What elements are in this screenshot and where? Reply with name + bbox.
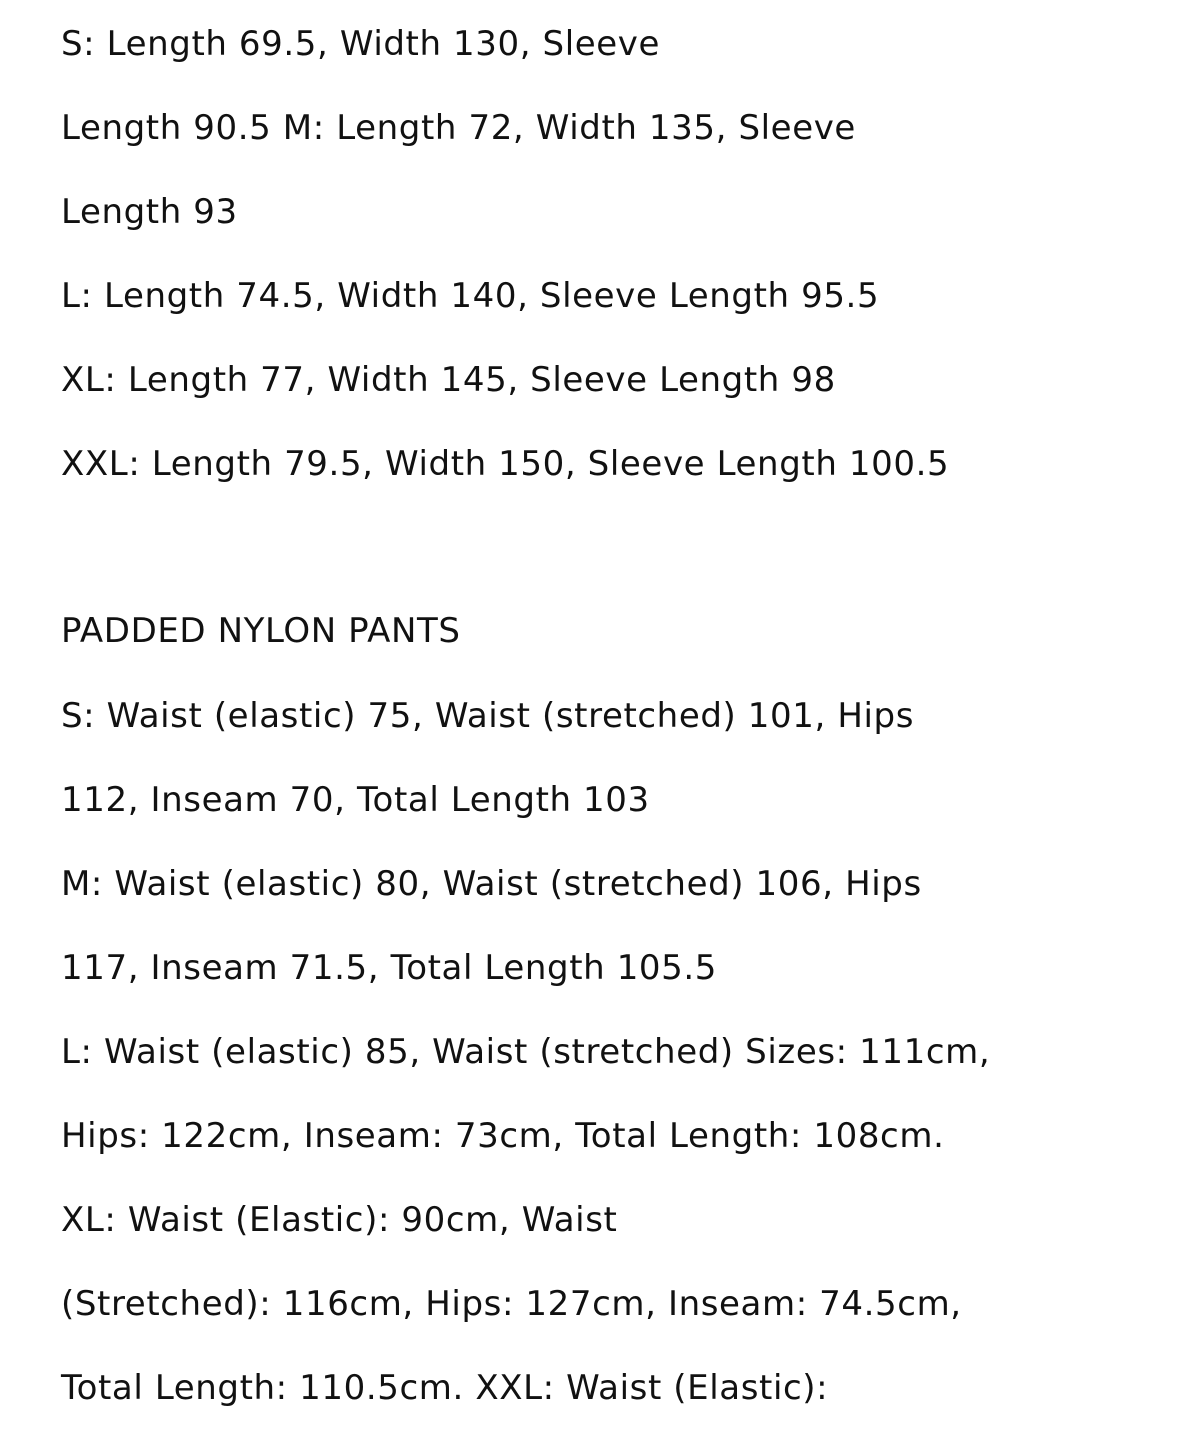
pants-size-xxl-line: Total Length: 110.5cm. XXL: Waist (Elastic): <box>61 1368 829 1408</box>
jacket-size-s-line: S: Length 69.5, Width 130, Sleeve <box>61 24 661 64</box>
jacket-size-m-line: Length 93 <box>61 192 238 232</box>
pants-size-s-line-2: 112, Inseam 70, Total Length 103 <box>61 780 650 820</box>
jacket-size-l-line: L: Length 74.5, Width 140, Sleeve Length 95.5 <box>61 276 880 316</box>
pants-size-l-line-2: Hips: 122cm, Inseam: 73cm, Total Length: 108cm. <box>61 1116 945 1156</box>
pants-size-l-line-1: L: Waist (elastic) 85, Waist (stretched) Sizes: 111cm, <box>61 1032 991 1072</box>
pants-heading: PADDED NYLON PANTS <box>61 611 461 651</box>
pants-size-s-line-1: S: Waist (elastic) 75, Waist (stretched) 101, Hips <box>61 696 915 736</box>
pants-size-m-line-2: 117, Inseam 71.5, Total Length 105.5 <box>61 948 718 988</box>
jacket-size-xxl-line: XXL: Length 79.5, Width 150, Sleeve Length 100.5 <box>61 444 950 484</box>
jacket-size-s-m-line: Length 90.5 M: Length 72, Width 135, Sleeve <box>61 108 856 148</box>
pants-size-m-line-1: M: Waist (elastic) 80, Waist (stretched) 106, Hips <box>61 864 922 904</box>
pants-size-xl-line-2: (Stretched): 116cm, Hips: 127cm, Inseam: 74.5cm, <box>61 1284 962 1324</box>
pants-size-xl-line-1: XL: Waist (Elastic): 90cm, Waist <box>61 1200 618 1240</box>
jacket-size-xl-line: XL: Length 77, Width 145, Sleeve Length 98 <box>61 360 836 400</box>
